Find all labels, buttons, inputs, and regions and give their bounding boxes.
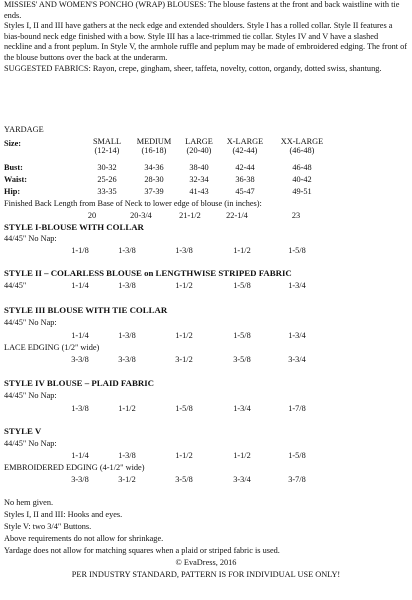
style1-fabric: 44/45" No Nap: bbox=[4, 234, 57, 243]
yardage-cell: 1-1/4 bbox=[71, 451, 89, 460]
yardage-cell: 1-5/8 bbox=[288, 451, 306, 460]
yardage-cell: 3-3/8 bbox=[118, 355, 136, 364]
style5-edging-label: EMBROIDERED EDGING (4-1/2" wide) bbox=[4, 463, 145, 472]
yardage-cell: 1-1/2 bbox=[175, 451, 193, 460]
back-length-cell: 22-1/4 bbox=[226, 211, 248, 220]
size-col-xlarge bbox=[218, 137, 272, 155]
back-length-label: Finished Back Length from Base of Neck to lower edge of blouse (in inches): bbox=[4, 199, 262, 208]
size-name: MEDIUM bbox=[136, 137, 172, 146]
yardage-cell: 1-1/4 bbox=[71, 281, 89, 290]
yardage-cell: 1-3/8 bbox=[118, 281, 136, 290]
size-range: (46-48) bbox=[289, 146, 315, 155]
style4-fabric: 44/45" No Nap: bbox=[4, 391, 57, 400]
yardage-cell: 1-7/8 bbox=[288, 404, 306, 413]
size-col-large bbox=[174, 137, 224, 155]
note-line: Style V: two 3/4" Buttons. bbox=[4, 522, 92, 531]
yardage-cell: 1-3/8 bbox=[118, 246, 136, 255]
hip-label: Hip: bbox=[4, 187, 21, 196]
measure-cell: 37-39 bbox=[144, 187, 164, 196]
measure-cell: 41-43 bbox=[189, 187, 209, 196]
yardage-cell: 1-1/8 bbox=[71, 246, 89, 255]
note-line: Yardage does not allow for matching squares when a plaid or striped fabric is used. bbox=[4, 546, 280, 555]
style2-fabric: 44/45" bbox=[4, 281, 27, 290]
measure-cell: 25-26 bbox=[97, 175, 117, 184]
yardage-cell: 1-1/2 bbox=[118, 404, 136, 413]
measure-cell: 49-51 bbox=[292, 187, 312, 196]
yardage-cell: 1-1/2 bbox=[233, 246, 251, 255]
back-length-cell: 23 bbox=[291, 211, 301, 220]
yardage-cell: 3-3/4 bbox=[233, 475, 251, 484]
yardage-label: YARDAGE bbox=[4, 125, 44, 134]
back-length-cell: 21-1/2 bbox=[179, 211, 201, 220]
back-length-cell: 20 bbox=[87, 211, 97, 220]
yardage-cell: 3-5/8 bbox=[233, 355, 251, 364]
intro-text bbox=[4, 0, 408, 74]
yardage-cell: 3-3/4 bbox=[288, 355, 306, 364]
size-range: (12-14) bbox=[94, 146, 120, 155]
note-line: Styles I, II and III: Hooks and eyes. bbox=[4, 510, 123, 519]
yardage-cell: 1-3/4 bbox=[288, 331, 306, 340]
size-range: (16-18) bbox=[141, 146, 167, 155]
size-name: SMALL bbox=[92, 137, 122, 146]
yardage-cell: 1-1/2 bbox=[175, 331, 193, 340]
measure-cell: 38-40 bbox=[189, 163, 209, 172]
size-name: X-LARGE bbox=[226, 137, 264, 146]
yardage-cell: 3-1/2 bbox=[118, 475, 136, 484]
size-col-small bbox=[82, 137, 132, 155]
note-line: Above requirements do not allow for shrinkage. bbox=[4, 534, 164, 543]
measure-cell: 40-42 bbox=[292, 175, 312, 184]
yardage-cell: 3-5/8 bbox=[175, 475, 193, 484]
yardage-cell: 1-3/8 bbox=[118, 451, 136, 460]
yardage-cell: 1-5/8 bbox=[175, 404, 193, 413]
measure-cell: 34-36 bbox=[144, 163, 164, 172]
measure-cell: 33-35 bbox=[97, 187, 117, 196]
yardage-cell: 1-3/8 bbox=[175, 246, 193, 255]
yardage-cell: 1-1/2 bbox=[233, 451, 251, 460]
size-name: LARGE bbox=[185, 137, 213, 146]
yardage-cell: 1-5/8 bbox=[233, 331, 251, 340]
yardage-cell: 1-1/4 bbox=[71, 331, 89, 340]
size-col-xxlarge bbox=[272, 137, 332, 155]
yardage-cell: 1-1/2 bbox=[175, 281, 193, 290]
style5-fabric: 44/45" No Nap: bbox=[4, 439, 57, 448]
bust-label: Bust: bbox=[4, 163, 23, 172]
measure-cell: 36-38 bbox=[235, 175, 255, 184]
style1-title: STYLE I-BLOUSE WITH COLLAR bbox=[4, 222, 144, 232]
note-line: No hem given. bbox=[4, 498, 54, 507]
yardage-cell: 3-1/2 bbox=[175, 355, 193, 364]
yardage-cell: 1-3/8 bbox=[118, 331, 136, 340]
style2-title: STYLE II – COLARLESS BLOUSE on LENGTHWISE STRIPED FABRIC bbox=[4, 268, 292, 278]
yardage-cell: 1-5/8 bbox=[233, 281, 251, 290]
back-length-cell: 20-3/4 bbox=[130, 211, 152, 220]
style5-title: STYLE V bbox=[4, 426, 42, 436]
yardage-cell: 1-5/8 bbox=[288, 246, 306, 255]
yardage-cell: 3-7/8 bbox=[288, 475, 306, 484]
measure-cell: 42-44 bbox=[235, 163, 255, 172]
size-col-medium bbox=[129, 137, 179, 155]
measure-cell: 28-30 bbox=[144, 175, 164, 184]
yardage-cell: 3-3/8 bbox=[71, 475, 89, 484]
copyright: © EvaDress, 2016 bbox=[175, 558, 237, 567]
size-name: XX-LARGE bbox=[280, 137, 324, 146]
measure-cell: 32-34 bbox=[189, 175, 209, 184]
size-range: (20-40) bbox=[186, 146, 212, 155]
intro-paragraph-1: MISSIES' AND WOMEN'S PONCHO (WRAP) BLOUSES: The blouse fastens at the front and back waistline with tie ends. bbox=[4, 0, 400, 20]
style4-title: STYLE IV BLOUSE – PLAID FABRIC bbox=[4, 378, 154, 388]
intro-paragraph-2: Styles I, II and III have gathers at the neck edge and extended shoulders. Style I has a rolled collar. Style II features a bias-bound neck edge finished with a bow. Style III has a lace-trimmed tie collar. Styles IV and V have a slashed neckline and a front peplum. In Style V, the armhole ruffle and peplum may be made of embroidered edging. The front of the blouse buttons over the back at the underarm. bbox=[4, 21, 408, 62]
measure-cell: 30-32 bbox=[97, 163, 117, 172]
style3-edging-label: LACE EDGING (1/2" wide) bbox=[4, 343, 100, 352]
style3-fabric: 44/45" No Nap: bbox=[4, 318, 57, 327]
measure-cell: 45-47 bbox=[235, 187, 255, 196]
yardage-cell: 3-3/8 bbox=[71, 355, 89, 364]
waist-label: Waist: bbox=[4, 175, 28, 184]
style3-title: STYLE III BLOUSE WITH TIE COLLAR bbox=[4, 305, 168, 315]
yardage-cell: 1-3/8 bbox=[71, 404, 89, 413]
measure-cell: 46-48 bbox=[292, 163, 312, 172]
footer-notice: PER INDUSTRY STANDARD, PATTERN IS FOR INDIVIDUAL USE ONLY! bbox=[71, 570, 341, 579]
size-range: (42-44) bbox=[232, 146, 258, 155]
yardage-cell: 1-3/4 bbox=[288, 281, 306, 290]
intro-paragraph-3: SUGGESTED FABRICS: Rayon, crepe, gingham, sheer, taffeta, novelty, cotton, organdy, dotted swiss, shantung. bbox=[4, 63, 382, 73]
size-label: Size: bbox=[4, 139, 22, 148]
yardage-cell: 1-3/4 bbox=[233, 404, 251, 413]
